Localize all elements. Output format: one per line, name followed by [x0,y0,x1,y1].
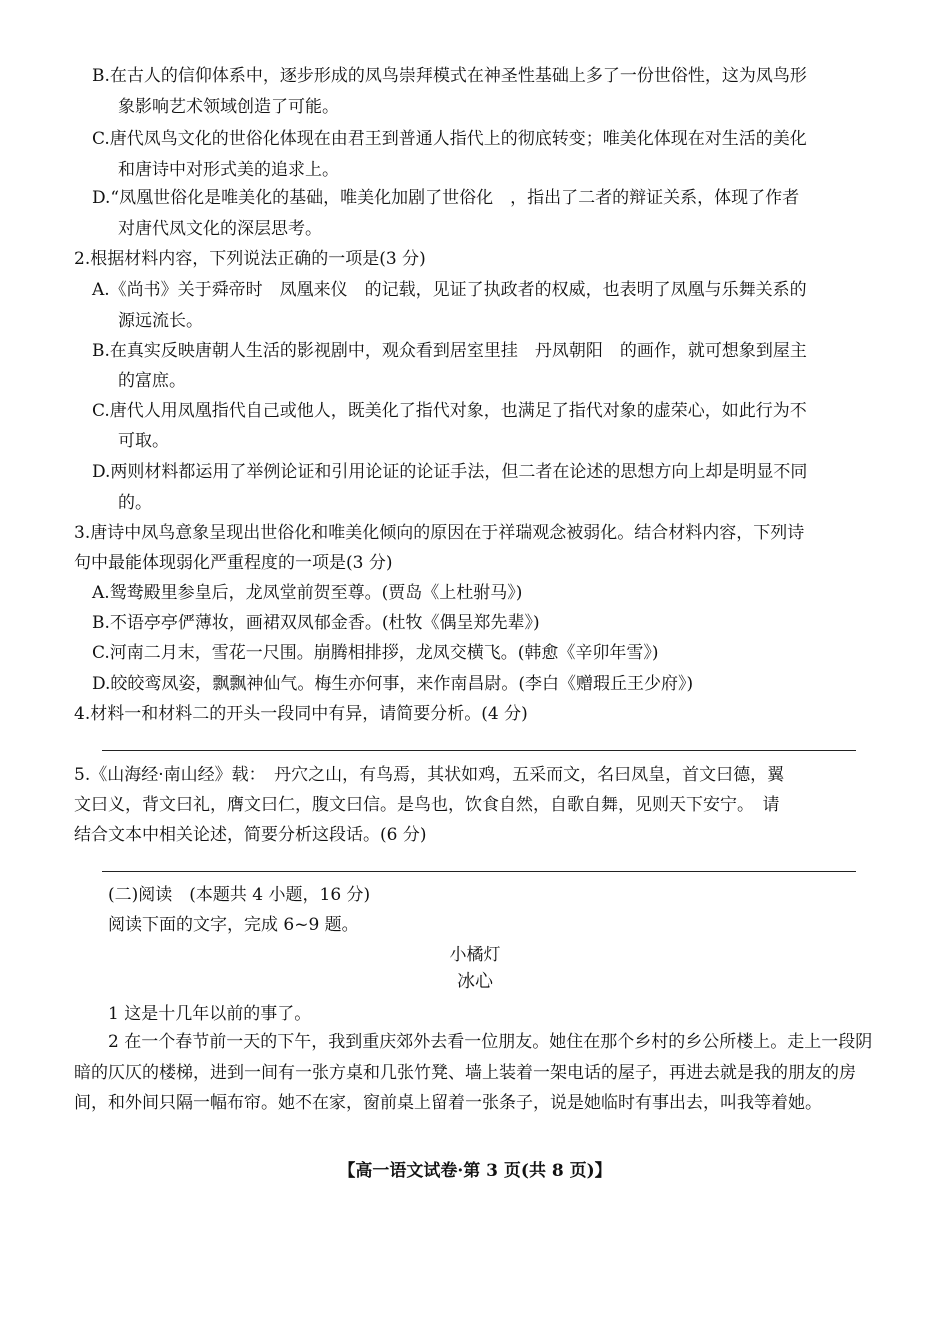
option-b1-line2: 象影响艺术领域创造了可能。 [118,97,339,117]
option-a2-line2: 源远流长。 [118,311,203,331]
option-c1-line2: 和唐诗中对形式美的追求上。 [118,160,339,180]
option-a3: A.鸳鸯殿里参皇后，龙凤堂前贺至尊。(贾岛《上杜驸马》) [92,583,523,603]
section-heading: (二)阅读 (本题共 4 小题，16 分) [108,885,371,905]
question-5-line3: 结合文本中相关论述，简要分析这段话。(6 分) [74,825,427,845]
story-title: 小橘灯 [449,945,501,965]
option-b1-line1: B.在古人的信仰体系中，逐步形成的凤鸟崇拜模式在神圣性基础上多了一份世俗性，这为凤鸟形 [92,66,807,86]
story-author: 冰心 [457,971,493,992]
option-d2-line1: D.两则材料都运用了举例论证和引用论证的论证手法，但二者在论述的思想方向上却是明显不同 [92,462,808,482]
question-2: 2.根据材料内容，下列说法正确的一项是(3 分) [74,249,426,269]
question-5-line2: 文曰义，背文曰礼，膺文曰仁，腹文曰信。是鸟也，饮食自然，自歌自舞，见则天下安宁。 请 [74,795,780,815]
option-c1-line1: C.唐代凤鸟文化的世俗化体现在由君王到普通人指代上的彻底转变；唯美化体现在对生活的美化 [92,129,807,149]
answer-line-4[interactable] [102,750,856,751]
answer-line-5[interactable] [102,871,856,872]
option-d3: D.皎皎鸾凤姿，飘飘神仙气。梅生亦何事，来作南昌尉。(李白《赠瑕丘王少府》) [92,674,694,694]
reading-instruction: 阅读下面的文字，完成 6~9 题。 [108,915,359,935]
option-c2-line1: C.唐代人用凤凰指代自己或他人，既美化了指代对象，也满足了指代对象的虚荣心，如此行为不 [92,401,807,421]
page-footer: 【高一语文试卷·第 3 页(共 8 页)】 [338,1161,612,1181]
option-c3: C.河南二月末，雪花一尺围。崩腾相排拶，龙凤交横飞。(韩愈《辛卯年雪》) [92,643,659,663]
paragraph-2: 2 在一个春节前一天的下午，我到重庆郊外去看一位朋友。她住在那个乡村的乡公所楼上。走上一段阴暗的仄仄的楼梯，进到一间有一张方桌和几张竹凳、墙上装着一架电话的屋子，再进去就是我的朋友的房间，和外间只隔一幅布帘。她不在家，窗前桌上留着一张条子，说是她临时有事出去，叫我等着她。 [74,1032,873,1113]
option-d1-line2: 对唐代凤文化的深层思考。 [118,219,322,239]
question-5-line1: 5.《山海经·南山经》载： 丹穴之山，有鸟焉，其状如鸡，五采而文，名曰凤皇，首文曰德，翼 [74,765,785,785]
option-b3: B.不语亭亭俨薄妆，画裙双凤郁金香。(杜牧《偶呈郑先辈》) [92,613,540,633]
paragraph-1: 1 这是十几年以前的事了。 [108,1004,312,1024]
question-3-line2: 句中最能体现弱化严重程度的一项是(3 分) [74,553,393,573]
question-3-line1: 3.唐诗中凤鸟意象呈现出世俗化和唯美化倾向的原因在于祥瑞观念被弱化。结合材料内容，下列诗 [74,523,805,543]
question-4: 4.材料一和材料二的开头一段同中有异，请简要分析。(4 分) [74,704,528,724]
option-d2-line2: 的。 [118,493,152,513]
option-d1-line1: D.“凤凰世俗化是唯美化的基础，唯美化加剧了世俗化 ，指出了二者的辩证关系，体现了作者 [92,188,800,208]
option-a2-line1: A.《尚书》关于舜帝时 凤凰来仪 的记载，见证了执政者的权威，也表明了凤凰与乐舞关系的 [92,280,807,300]
option-c2-line2: 可取。 [118,431,169,451]
option-b2-line2: 的富庶。 [118,371,186,391]
option-b2-line1: B.在真实反映唐朝人生活的影视剧中，观众看到居室里挂 丹凤朝阳 的画作，就可想象到屋主 [92,341,807,361]
